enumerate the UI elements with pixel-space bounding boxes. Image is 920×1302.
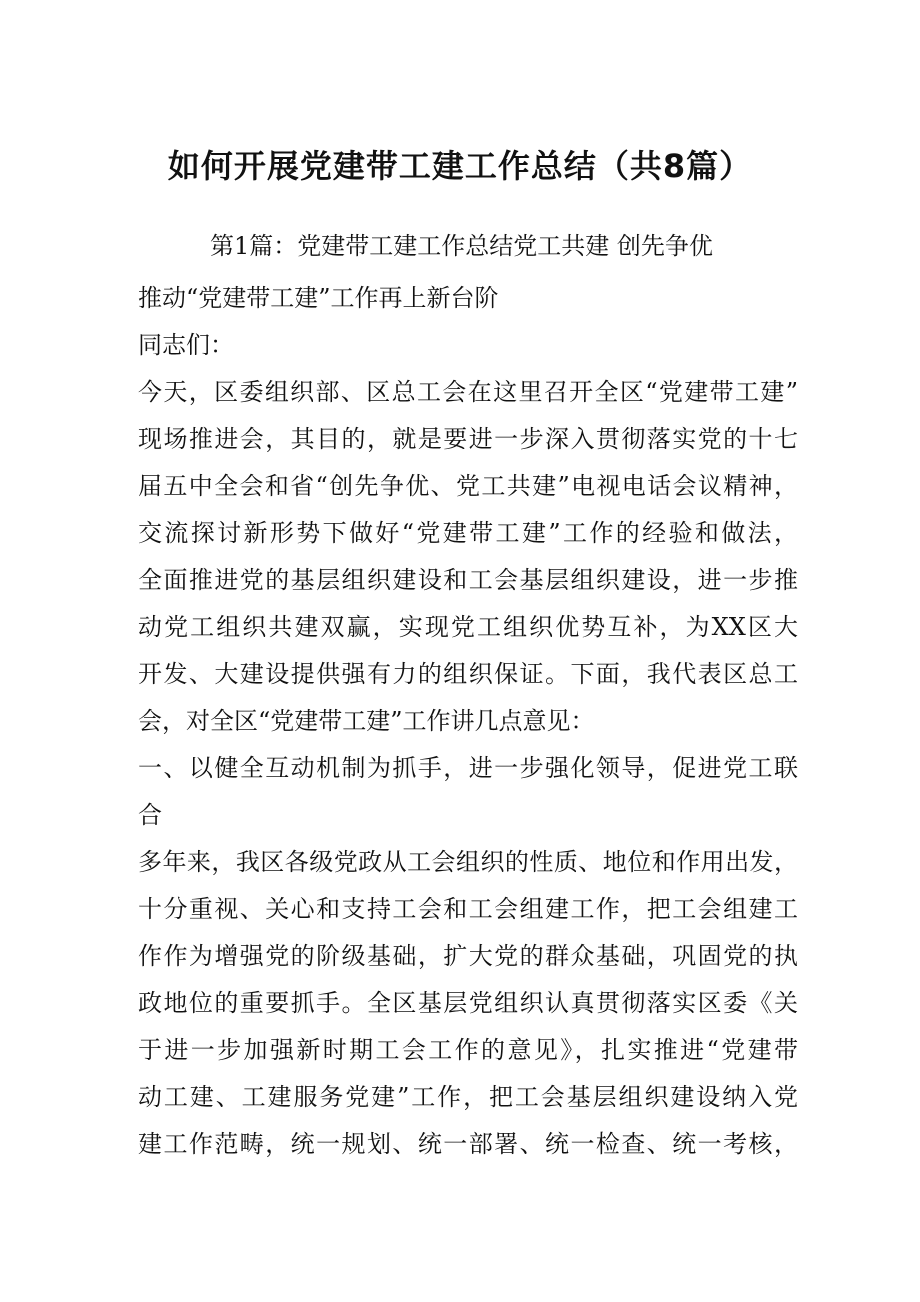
body-line: 交流探讨新形势下做好“党建带工建”工作的经验和做法， <box>138 519 798 547</box>
body-line: 动工建、工建服务党建”工作，把工会基层组织建设纳入党 <box>138 1083 798 1111</box>
body-line: 建工作范畴，统一规划、统一部署、统一检查、统一考核， <box>138 1130 798 1158</box>
body-line: 政地位的重要抓手。全区基层党组织认真贯彻落实区委《关 <box>138 989 798 1017</box>
body-line: 十分重视、关心和支持工会和工会组建工作，把工会组建工 <box>138 895 798 923</box>
body-line: 会，对全区“党建带工建”工作讲几点意见： <box>138 707 595 735</box>
subtitle-line-2: 推动“党建带工建”工作再上新台阶 <box>138 284 499 312</box>
body-line: 开发、大建设提供强有力的组织保证。下面，我代表区总工 <box>138 660 798 688</box>
section-heading-line-1: 一、以健全互动机制为抓手，进一步强化领导，促进党工联 <box>138 754 798 782</box>
body-line: 届五中全会和省“创先争优、党工共建”电视电话会议精神， <box>138 472 798 500</box>
body-line: 多年来，我区各级党政从工会组织的性质、地位和作用出发， <box>138 848 798 876</box>
body-line: 今天，区委组织部、区总工会在这里召开全区“党建带工建” <box>138 378 798 406</box>
body-line: 现场推进会，其目的，就是要进一步深入贯彻落实党的十七 <box>138 425 798 453</box>
body-line: 动党工组织共建双赢，实现党工组织优势互补，为XX区大 <box>138 613 798 641</box>
subtitle-line-1: 第1篇：党建带工建工作总结党工共建 创先争优 <box>210 232 713 260</box>
section-heading-line-2: 合 <box>138 801 162 829</box>
salutation: 同志们： <box>138 331 234 359</box>
document-title: 如何开展党建带工建工作总结（共8篇） <box>167 147 753 185</box>
body-line: 于进一步加强新时期工会工作的意见》，扎实推进“党建带 <box>138 1036 798 1064</box>
body-line: 全面推进党的基层组织建设和工会基层组织建设，进一步推 <box>138 566 798 594</box>
body-line: 作作为增强党的阶级基础，扩大党的群众基础，巩固党的执 <box>138 942 798 970</box>
